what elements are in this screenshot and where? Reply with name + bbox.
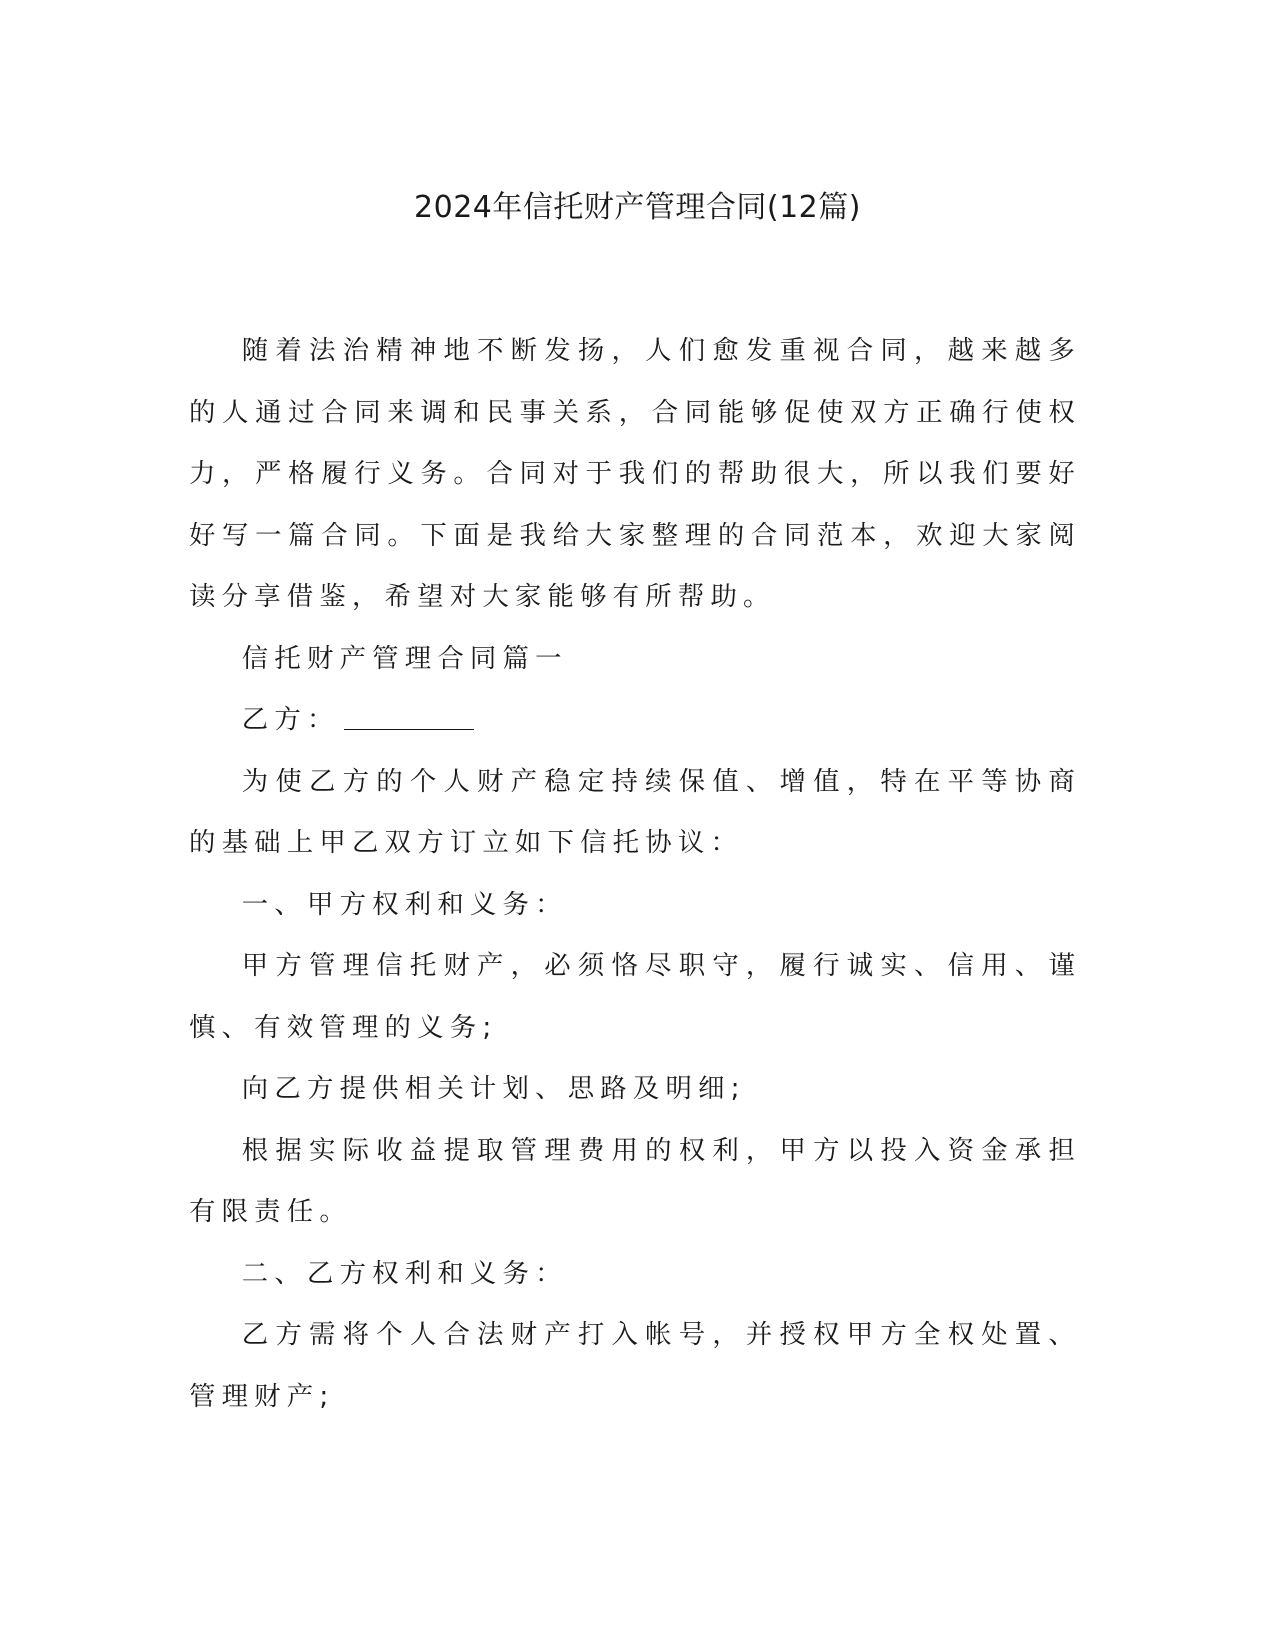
clause1-item3: 根据实际收益提取管理费用的权利，甲方以投入资金承担有限责任。 [189,1134,1081,1227]
party-b-blank [344,703,474,730]
clause1-heading: 一、甲方权利和义务： [241,888,568,920]
document-body [189,320,1081,1427]
document-title: 2024年信托财产管理合同(12篇) [414,190,861,225]
clause1-item1: 甲方管理信托财产，必须恪尽职守，履行诚实、信用、谨慎、有效管理的义务; [189,950,1081,1043]
party-b-label: 乙方： [241,704,340,735]
clause1-item2: 向乙方提供相关计划、思路及明细; [241,1073,746,1104]
section-heading: 信托财产管理合同篇一 [241,642,568,674]
intro-paragraph: 随着法治精神地不断发扬，人们愈发重视合同，越来越多的人通过合同来调和民事关系，合同能够促使双方正确行使权力，严格履行义务。合同对于我们的帮助很大，所以我们要好好写一篇合同。下面是我给大家整理的合同范本，欢迎大家阅读分享借鉴，希望对大家能够有所帮助。 [189,335,1081,612]
clause2-item1: 乙方需将个人合法财产打入帐号，并授权甲方全权处置、管理财产; [189,1319,1081,1412]
preamble-paragraph: 为使乙方的个人财产稳定持续保值、增值，特在平等协商的基础上甲乙双方订立如下信托协议： [189,765,1081,858]
clause2-heading: 二、乙方权利和义务： [241,1257,568,1289]
party-b-line [189,689,1081,751]
